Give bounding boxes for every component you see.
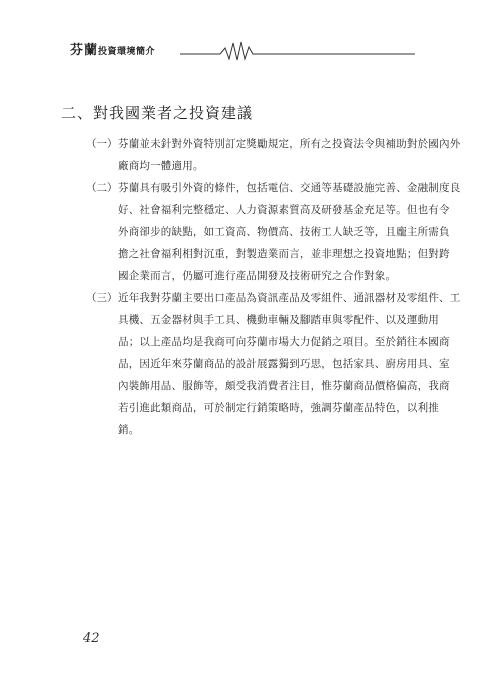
item-3-line-1: 近年我對芬蘭主要出口產品為資訊產品及零組件、通訊器材及零組件、工: [118, 292, 461, 304]
item-2-line-2: 好、社會福利完整穩定、人力資源素質高及研發基金充足等。但也有令: [118, 204, 450, 216]
item-2-line-1: 芬蘭具有吸引外資的條件，包括電信、交通等基礎設施完善、金融制度良: [118, 182, 461, 194]
header-title: [70, 42, 155, 59]
section-heading: 二、對我國業者之投資建議: [61, 104, 254, 122]
item-3-line-7: 銷。: [118, 424, 140, 436]
item-2-line-5: 國企業而言，仍屬可進行產品開發及技術研究之合作對象。: [118, 270, 397, 282]
header-subtitle: 投資環境簡介: [98, 47, 156, 57]
running-header: [70, 38, 415, 62]
item-3-line-5: 內裝飾用品、服飾等，頗受我消費者注目，惟芬蘭商品價格偏高，我商: [118, 380, 450, 392]
page-number: 42: [83, 631, 100, 646]
item-1-label: （一）: [86, 138, 118, 150]
item-1-line-2: 廠商均一體適用。: [118, 160, 204, 172]
item-2-line-3: 外商卻步的缺點，如工資高、物價高、技術工人缺乏等，且龐主所需負: [118, 226, 450, 238]
item-3-line-3: 品；以上產品均是我商可向芬蘭市場大力促銷之項目。至於銷往本國商: [118, 336, 450, 348]
item-1-line-1: 芬蘭並未針對外資特別訂定獎勵規定，所有之投資法令與補助對於國內外: [118, 138, 461, 150]
item-2-label: （二）: [86, 182, 118, 194]
item-3-line-4: 品，因近年來芬蘭商品的設計展露獨到巧思，包括家具、廚房用具、室: [118, 358, 450, 370]
item-3-label: （三）: [86, 292, 118, 304]
header-country: 芬蘭: [70, 43, 99, 58]
item-3-line-2: 具機、五金器材與手工具、機動車輛及腳踏車與零配件、以及運動用: [118, 314, 439, 326]
item-2-line-4: 擔之社會福利相對沉重，對製造業而言，並非理想之投資地點；但對跨: [118, 248, 450, 260]
item-3-line-6: 若引進此類商品，可於制定行銷策略時，強調芬蘭產品特色，以利推: [118, 402, 439, 414]
